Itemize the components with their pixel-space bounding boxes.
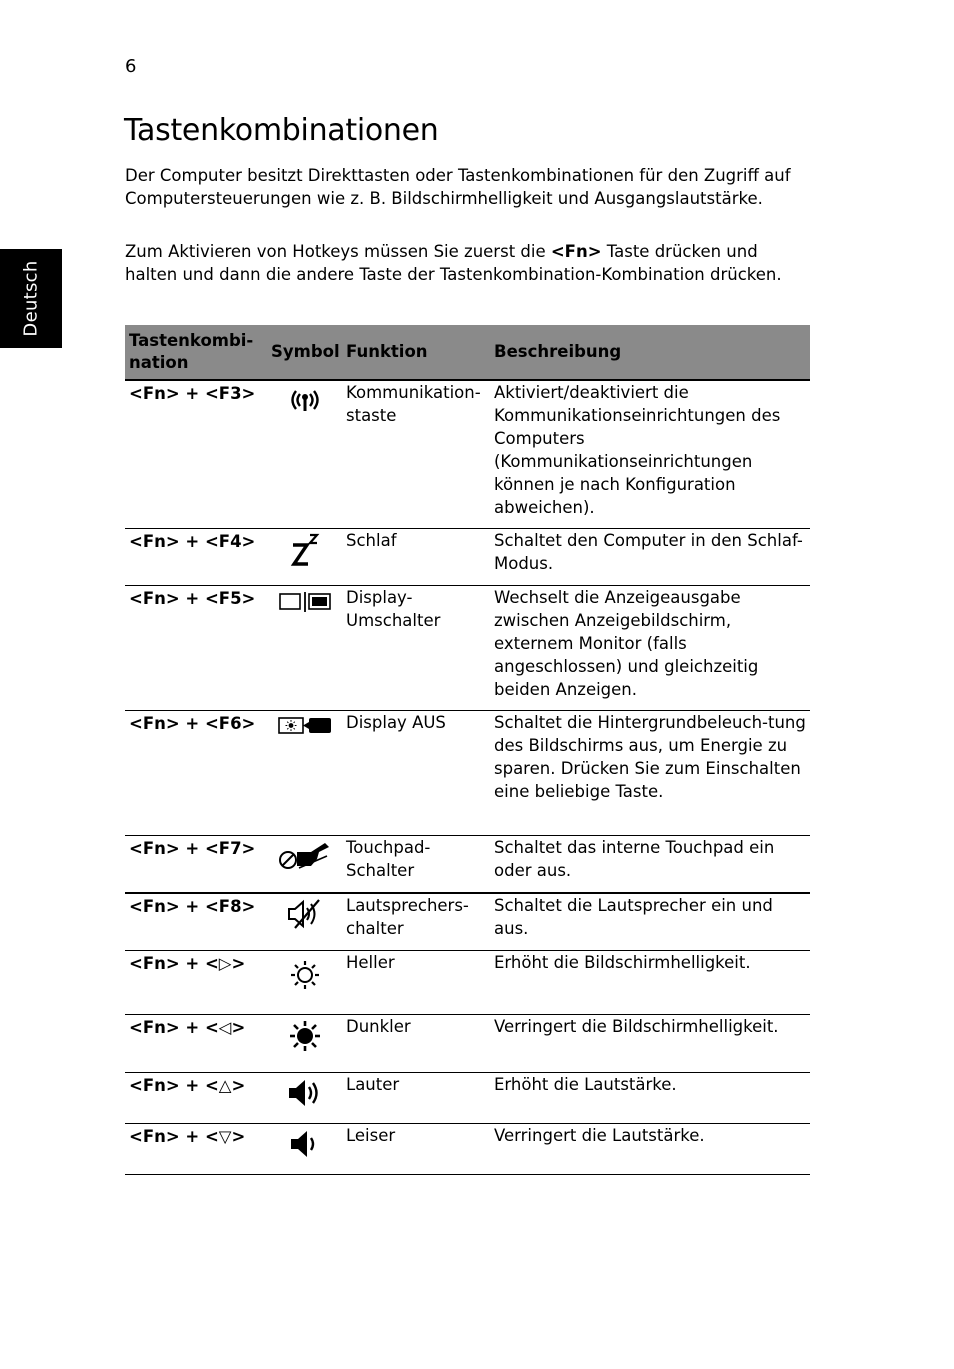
symbol-cell (267, 1073, 342, 1124)
page-title: Tastenkombinationen (124, 113, 439, 148)
table-row (125, 529, 810, 586)
description-cell: Aktiviert/deaktiviert die Kommunikationseinrichtungen des Computers (Kommunikationseinrichtungen können je nach Konfiguration abweichen). (490, 380, 810, 529)
symbol-cell (267, 586, 342, 711)
description-cell: Wechselt die Anzeigeausgabe zwischen Anzeigebildschirm, externem Monitor (falls angeschlossen) und gleichzeitig beiden Anzeigen. (490, 586, 810, 711)
key-combination: <Fn> + <F8> (125, 893, 267, 951)
symbol-cell (267, 836, 342, 894)
language-side-tab-label: Deutsch (20, 260, 42, 337)
table-row (125, 836, 810, 894)
key-combination: <Fn> + <F7> (125, 836, 267, 894)
instructions-text-before: Zum Aktivieren von Hotkeys müssen Sie zuerst die (125, 242, 551, 261)
header-key-combination (125, 325, 267, 380)
volume-down-icon (288, 1128, 322, 1160)
symbol-cell (267, 893, 342, 951)
touchpad-toggle-icon (277, 840, 333, 872)
key-combination: <Fn> + <F5> (125, 586, 267, 711)
key-combination: <Fn> + <F6> (125, 711, 267, 836)
function-line2: chalter (346, 919, 404, 938)
function-cell (342, 380, 490, 529)
description-cell: Schaltet die Hintergrundbeleuch-tung des Bildschirms aus, um Energie zu sparen. Drücken Sie zum Einschalten eine beliebige Taste. (490, 711, 810, 836)
header-key-combination-line1: Tastenkombi- (129, 331, 254, 350)
description-cell: Schaltet die Lautsprecher ein und aus. (490, 893, 810, 951)
function-line2: staste (346, 406, 397, 425)
hotkey-table (125, 325, 810, 1175)
key-combination: <Fn> + <F4> (125, 529, 267, 586)
function-cell (342, 836, 490, 894)
function-line2: Schalter (346, 861, 415, 880)
description-cell: Erhöht die Lautstärke. (490, 1073, 810, 1124)
brightness-down-icon (288, 1019, 322, 1053)
table-row (125, 711, 810, 836)
display-off-icon (277, 715, 333, 737)
description-cell: Verringert die Lautstärke. (490, 1124, 810, 1175)
symbol-cell (267, 529, 342, 586)
instructions-text-after: Taste drücken und halten und dann die andere Taste der Tastenkombination-Kombination drücken. (125, 242, 782, 284)
function-line2: Umschalter (346, 611, 441, 630)
description-cell: Schaltet den Computer in den Schlaf-Modus. (490, 529, 810, 586)
table-row (125, 380, 810, 529)
key-combination: <Fn> + <F3> (125, 380, 267, 529)
function-cell: Dunkler (342, 1015, 490, 1073)
function-cell: Display AUS (342, 711, 490, 836)
table-row (125, 1124, 810, 1175)
table-row (125, 951, 810, 1015)
header-symbol: Symbol (267, 325, 342, 380)
brightness-up-icon (288, 955, 322, 991)
fn-key-label: <Fn> (550, 242, 602, 261)
function-cell: Heller (342, 951, 490, 1015)
function-cell: Leiser (342, 1124, 490, 1175)
hotkey-instructions-paragraph (125, 240, 815, 286)
function-line1: Touchpad- (346, 838, 431, 857)
function-line1: Display- (346, 588, 413, 607)
wireless-communication-icon (285, 385, 325, 415)
function-cell (342, 893, 490, 951)
description-cell: Schaltet das interne Touchpad ein oder aus. (490, 836, 810, 894)
key-combination: <Fn> + <◁> (125, 1015, 267, 1073)
symbol-cell (267, 711, 342, 836)
description-cell: Verringert die Bildschirmhelligkeit. (490, 1015, 810, 1073)
table-row (125, 1015, 810, 1073)
key-combination: <Fn> + <▷> (125, 951, 267, 1015)
intro-paragraph: Der Computer besitzt Direkttasten oder Tastenkombinationen für den Zugriff auf Computersteuerungen wie z. B. Bildschirmhelligkeit und Ausgangslautstärke. (125, 166, 791, 208)
volume-up-icon (286, 1077, 324, 1109)
function-line1: Kommunikation- (346, 383, 481, 402)
header-description: Beschreibung (490, 325, 810, 380)
symbol-cell (267, 1015, 342, 1073)
symbol-cell (267, 380, 342, 529)
symbol-cell (267, 1124, 342, 1175)
speaker-mute-icon (285, 898, 325, 930)
language-side-tab (0, 249, 62, 348)
function-cell: Lauter (342, 1073, 490, 1124)
table-row (125, 1073, 810, 1124)
header-key-combination-line2: nation (129, 353, 189, 372)
function-cell (342, 586, 490, 711)
function-cell: Schlaf (342, 529, 490, 586)
table-header-row (125, 325, 810, 380)
page-number: 6 (125, 56, 137, 77)
key-combination: <Fn> + <▽> (125, 1124, 267, 1175)
symbol-cell (267, 951, 342, 1015)
function-line1: Lautsprechers- (346, 896, 469, 915)
table-row (125, 893, 810, 951)
table-row (125, 586, 810, 711)
description-cell: Erhöht die Bildschirmhelligkeit. (490, 951, 810, 1015)
header-function: Funktion (342, 325, 490, 380)
display-toggle-icon (278, 590, 332, 614)
key-combination: <Fn> + <△> (125, 1073, 267, 1124)
sleep-zz-icon (285, 533, 325, 569)
